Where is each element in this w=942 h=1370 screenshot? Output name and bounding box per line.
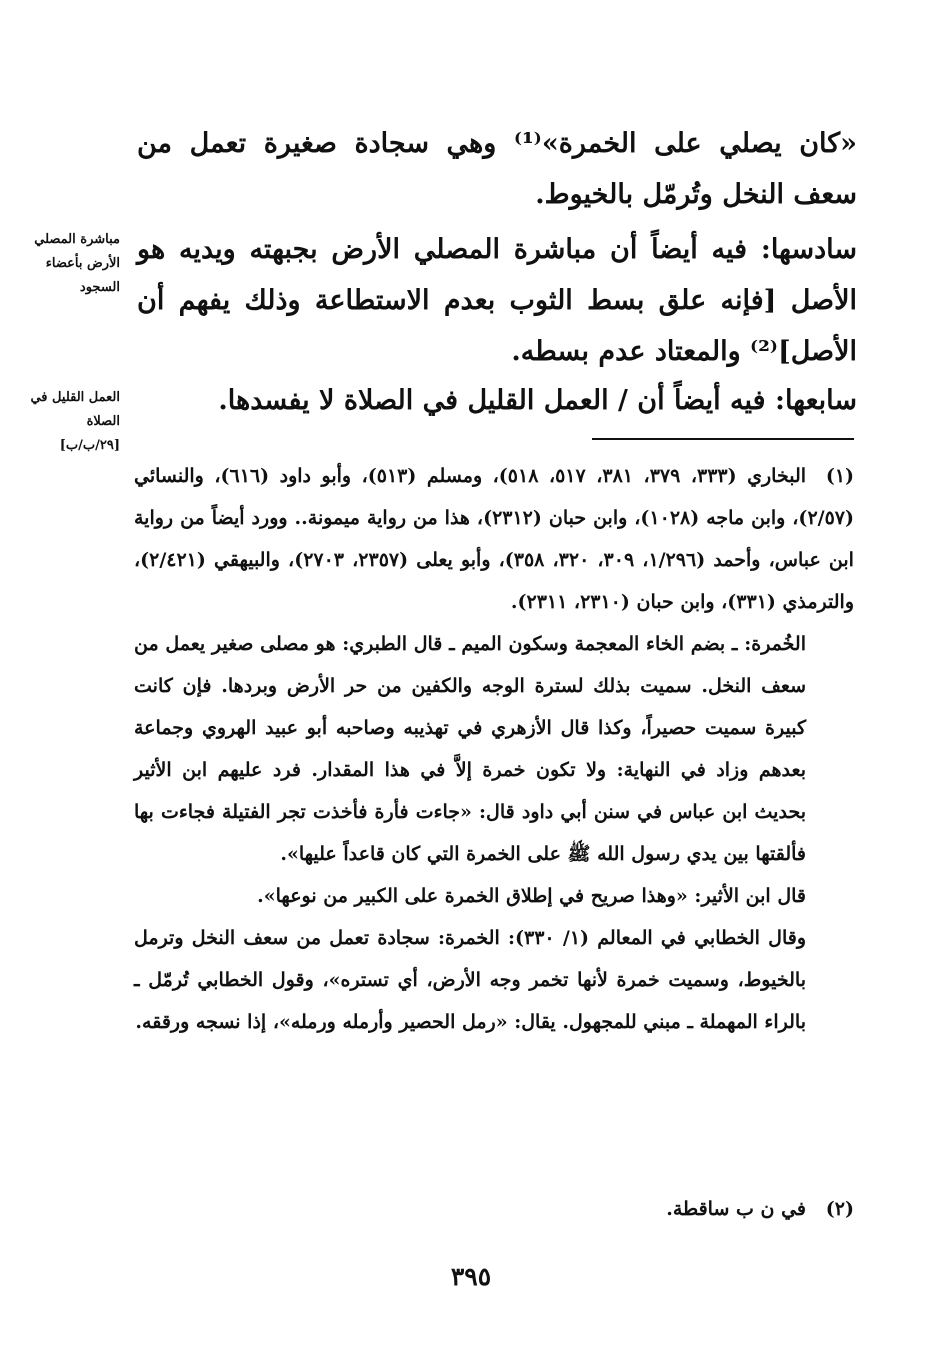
main-paragraph-1: «كان يصلي على الخمرة»⁽¹⁾ وهي سجادة صغيرة تعمل من سعف النخل وتُرمّل بالخيوط. [137,128,857,210]
page-number: ٣٩٥ [450,1262,492,1291]
main-text-mid [137,224,857,377]
main-paragraph-3: سابعها: فيه أيضاً أن / العمل القليل في الصلاة لا يفسدها. [218,385,857,416]
footnote-divider [592,438,854,440]
main-paragraph-2: سادسها: فيه أيضاً أن مباشرة المصلي الأرض بجبهته ويديه هو الأصل [فإنه علق بسط الثوب بعدم الاستطاعة وذلك يفهم أن الأصل]⁽²⁾ والمعتاد عدم بسطه. [137,234,857,367]
margin-note-2-text: العمل القليل في الصلاة [30,390,120,429]
footnote-1-number: (١) [825,465,855,487]
footnote-1-gloss [134,623,854,1043]
margin-note-1 [28,228,120,300]
main-text-top [137,118,857,220]
margin-note-2-ref: [٢٩/ب/ب] [59,438,120,453]
margin-note-2 [28,386,120,458]
footnote-2 [134,1188,854,1230]
footnote-1-gloss-p3: وقال الخطابي في المعالم (١/ ٣٣٠): الخمرة: سجادة تعمل من سعف النخل وترمل بالخيوط، وسميت خمرة لأنها تخمر وجه الأرض، أي تستره»، وقول الخطابي تُرمّل ـ بالراء المهملة ـ مبني للمجهول. يقال: «رمل الحصير وأرمله ورمله»، إذا نسجه ورققه. [134,927,807,1033]
margin-note-1-text: مباشرة المصلي الأرض بأعضاء السجود [34,232,120,295]
footnote-2-number: (٢) [825,1198,854,1220]
main-text-last [137,375,857,426]
footnote-2-text: في ن ب ساقطة. [666,1198,806,1220]
footnote-1-gloss-p1: الخُمرة: ـ بضم الخاء المعجمة وسكون الميم ـ قال الطبري: هو مصلى صغير يعمل من سعف النخل. سميت بذلك لسترة الوجه والكفين من حر الأرض وبردها. فإن كانت كبيرة سميت حصيراً، وكذا قال الأزهري في تهذيبه وصاحبه أبو عبيد الهروي وجماعة بعدهم وزاد في النهاية: ولا تكون خمرة إلاَّ في هذا المقدار. فرد عليهم ابن الأثير بحديث ابن عباس في سنن أبي داود قال: «جاءت فأرة فأخذت تجر الفتيلة فجاءت بها فألقتها بين يدي رسول الله ﷺ على الخمرة التي كان قاعداً عليها». [134,633,806,865]
footnote-1 [134,455,854,1043]
footnote-2-main [134,1188,854,1230]
footnote-1-text: البخاري (٣٣٣، ٣٧٩، ٣٨١، ٥١٧، ٥١٨)، ومسلم (٥١٣)، وأبو داود (٦١٦)، والنسائي (٢/٥٧)، وابن ماجه (١٠٢٨)، وابن حبان (٢٣١٢)، هذا من رواية ميمونة.. وورد أيضاً من رواية ابن عباس، وأحمد (١/٢٩٦، ٣٠٩، ٣٢٠، ٣٥٨)، وأبو يعلى (٢٣٥٧، ٢٧٠٣)، والبيهقي (٢/٤٢١)، والترمذي (٣٣١)، وابن حبان (٢٣١٠، ٢٣١١). [134,465,854,613]
footnote-1-gloss-p2: قال ابن الأثير: «وهذا صريح في إطلاق الخمرة على الكبير من نوعها». [257,885,806,907]
footnote-1-main [134,455,854,623]
